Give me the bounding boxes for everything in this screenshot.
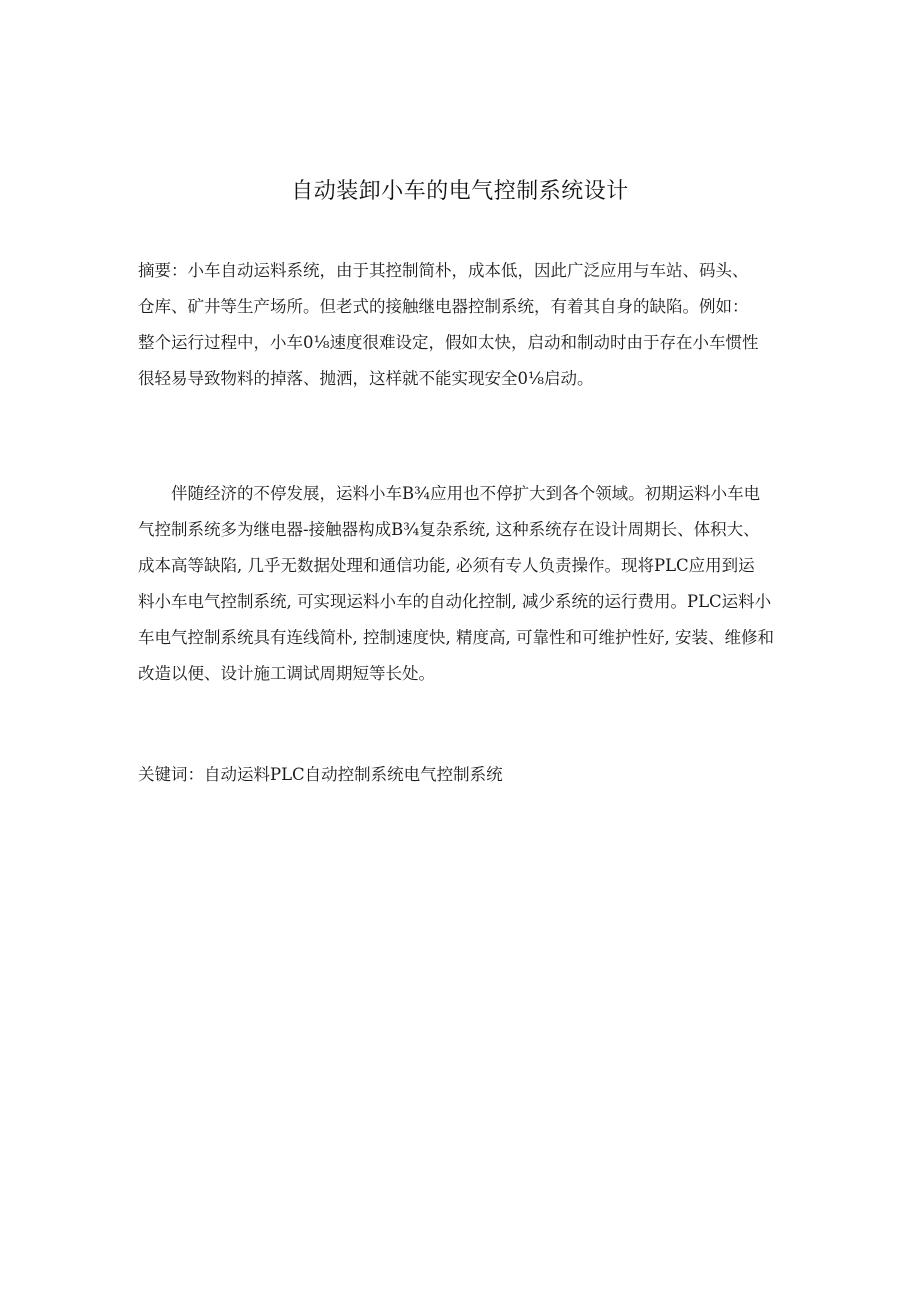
body-line: 成本高等缺陷, 几乎无数据处理和通信功能, 必须有专人负责操作。现将PLC应用到运 — [138, 556, 755, 575]
keywords-line: 关键词：自动运料PLC自动控制系统电气控制系统 — [138, 765, 503, 784]
abstract-paragraph — [138, 253, 786, 397]
abstract-line: 摘要：小车自动运料系统，由于其控制简朴，成本低，因此广泛应用与车站、码头、 — [138, 261, 749, 280]
body-line: 料小车电气控制系统, 可实现运料小车的自动化控制, 减少系统的运行费用。PLC运料小 — [138, 592, 772, 611]
document-title: 自动装卸小车的电气控制系统设计 — [291, 179, 629, 204]
abstract-line: 整个运行过程中，小车0⅛速度很难设定，假如太快，启动和制动时由于存在小车惯性 — [138, 333, 759, 352]
abstract-line: 很轻易导致物料的掉落、抛洒，这样就不能实现安全0⅛启动。 — [138, 369, 594, 388]
body-line: 车电气控制系统具有连线简朴, 控制速度快, 精度高, 可靠性和可维护性好, 安装、维修和 — [138, 628, 774, 647]
body-paragraph — [138, 476, 786, 692]
abstract-line: 仓库、矿井等生产场所。但老式的接触继电器控制系统，有着其自身的缺陷。例如： — [138, 297, 749, 316]
body-line: 改造以便、设计施工调试周期短等长处。 — [138, 664, 435, 683]
body-line: 气控制系统多为继电器-接触器构成B¾复杂系统, 这种系统存在设计周期长、体积大、 — [138, 520, 760, 539]
body-line: 伴随经济的不停发展，运料小车B¾应用也不停扩大到各个领域。初期运料小车电 — [171, 484, 761, 503]
